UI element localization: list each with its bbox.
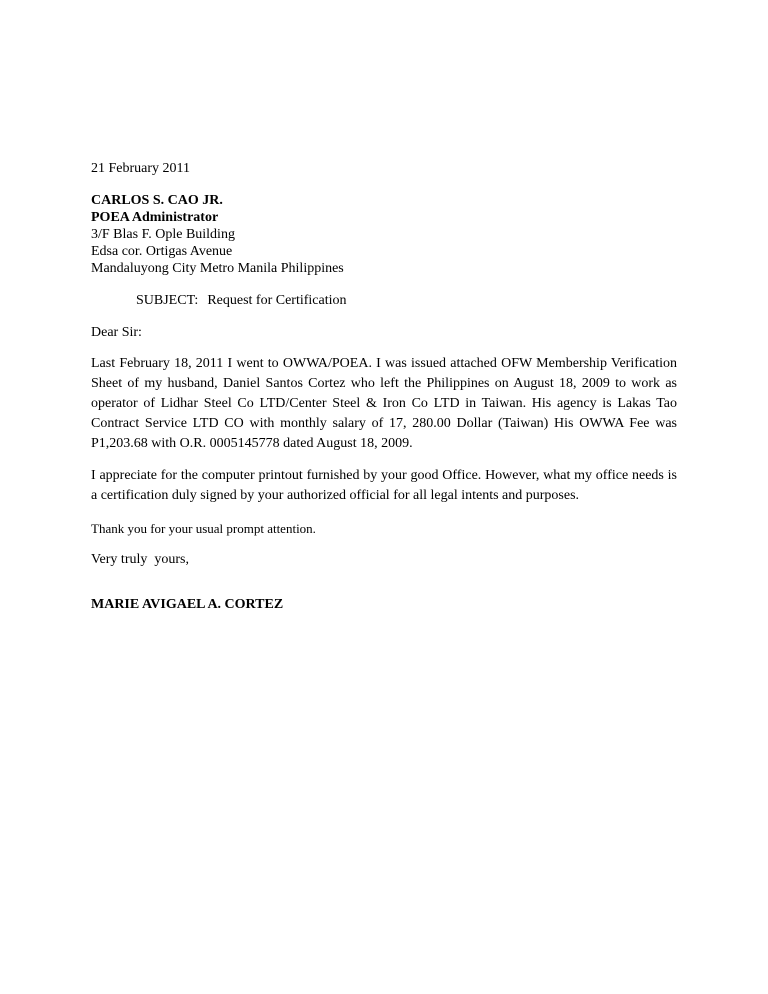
letter-body (91, 160, 677, 613)
recipient-title: POEA Administrator (91, 210, 219, 225)
recipient-address-line-1: 3/F Blas F. Ople Building (91, 227, 235, 242)
recipient-block (91, 192, 677, 277)
body-paragraph-1: Last February 18, 2011 I went to OWWA/POEA. I was issued attached OFW Membership Verification Sheet of my husband, Daniel Santos Cortez who left the Philippines on August 18, 2009 to work as operator of Lidhar Steel Co LTD/Center Steel & Iron Co LTD in Taiwan. His agency is Lakas Tao Contract Service LTD CO with monthly salary of 17, 280.00 Dollar (Taiwan) His OWWA Fee was P1,203.68 with O.R. 0005145778 dated August 18, 2009. (91, 356, 677, 451)
body-paragraph-2: I appreciate for the computer printout furnished by your good Office. However, what my office needs is a certification duly signed by your authorized official for all legal intents and purposes. (91, 468, 677, 503)
subject-label: SUBJECT: (136, 293, 199, 308)
subject-text: Request for Certification (207, 293, 347, 308)
recipient-address-line-2: Edsa cor. Ortigas Avenue (91, 244, 233, 259)
letter-date: 21 February 2011 (91, 161, 191, 176)
closing-line: Very truly yours, (91, 552, 189, 567)
subject-line (91, 292, 677, 309)
thanks-line: Thank you for your usual prompt attention. (91, 521, 316, 536)
salutation: Dear Sir: (91, 325, 142, 340)
recipient-name: CARLOS S. CAO JR. (91, 193, 223, 208)
recipient-address-line-3: Mandaluyong City Metro Manila Philippines (91, 261, 344, 276)
signature-name: MARIE AVIGAEL A. CORTEZ (91, 597, 284, 612)
